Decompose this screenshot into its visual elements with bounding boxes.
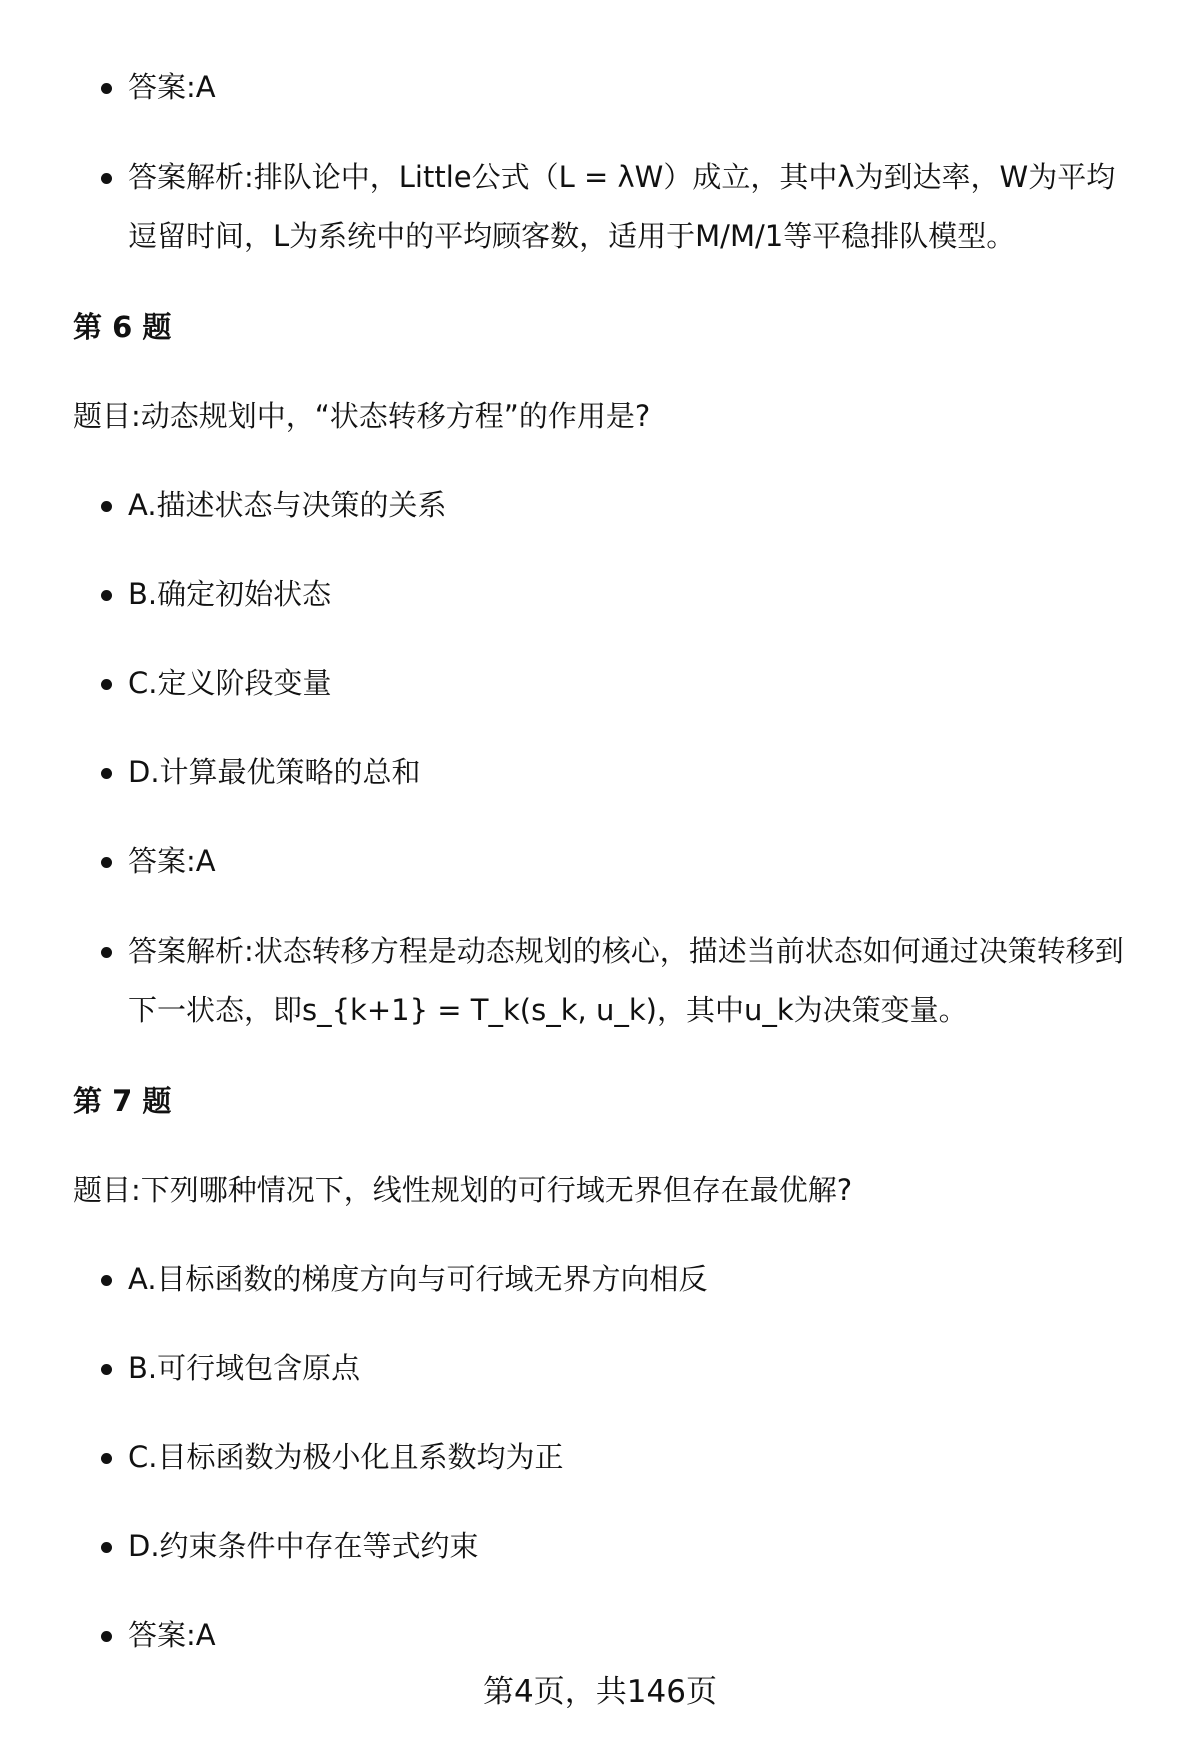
page-number-footer: 第4页，共146页 (483, 1674, 717, 1710)
option-item: D.约束条件中存在等式约束 (128, 1517, 1140, 1576)
answer-item: 答案:A (128, 58, 1140, 117)
option-item: A.描述状态与决策的关系 (128, 476, 1140, 535)
answer-explanation-item: 答案解析:状态转移方程是动态规划的核心，描述当前状态如何通过决策转移到下一状态，即s_{k+1} = T_k(s_k, u_k)，其中u_k为决策变量。 (128, 922, 1140, 1040)
answer-item: 答案:A (128, 1606, 1140, 1665)
option-item: D.计算最优策略的总和 (128, 743, 1140, 802)
option-item: B.确定初始状态 (128, 565, 1140, 624)
question-heading: 第 6 题 (73, 310, 172, 344)
option-item: A.目标函数的梯度方向与可行域无界方向相反 (128, 1250, 1140, 1309)
question-heading: 第 7 题 (73, 1084, 172, 1118)
question-text: 题目:动态规划中，“状态转移方程”的作用是? (73, 399, 651, 433)
answer-item: 答案:A (128, 832, 1140, 891)
answer-explanation-item: 答案解析:排队论中，Little公式（L = λW）成立，其中λ为到达率，W为平均逗留时间，L为系统中的平均顾客数，适用于M/M/1等平稳排队模型。 (128, 148, 1140, 266)
option-item: B.可行域包含原点 (128, 1339, 1140, 1398)
option-item: C.定义阶段变量 (128, 654, 1140, 713)
option-item: C.目标函数为极小化且系数均为正 (128, 1428, 1140, 1487)
question-text: 题目:下列哪种情况下，线性规划的可行域无界但存在最优解? (73, 1173, 853, 1207)
